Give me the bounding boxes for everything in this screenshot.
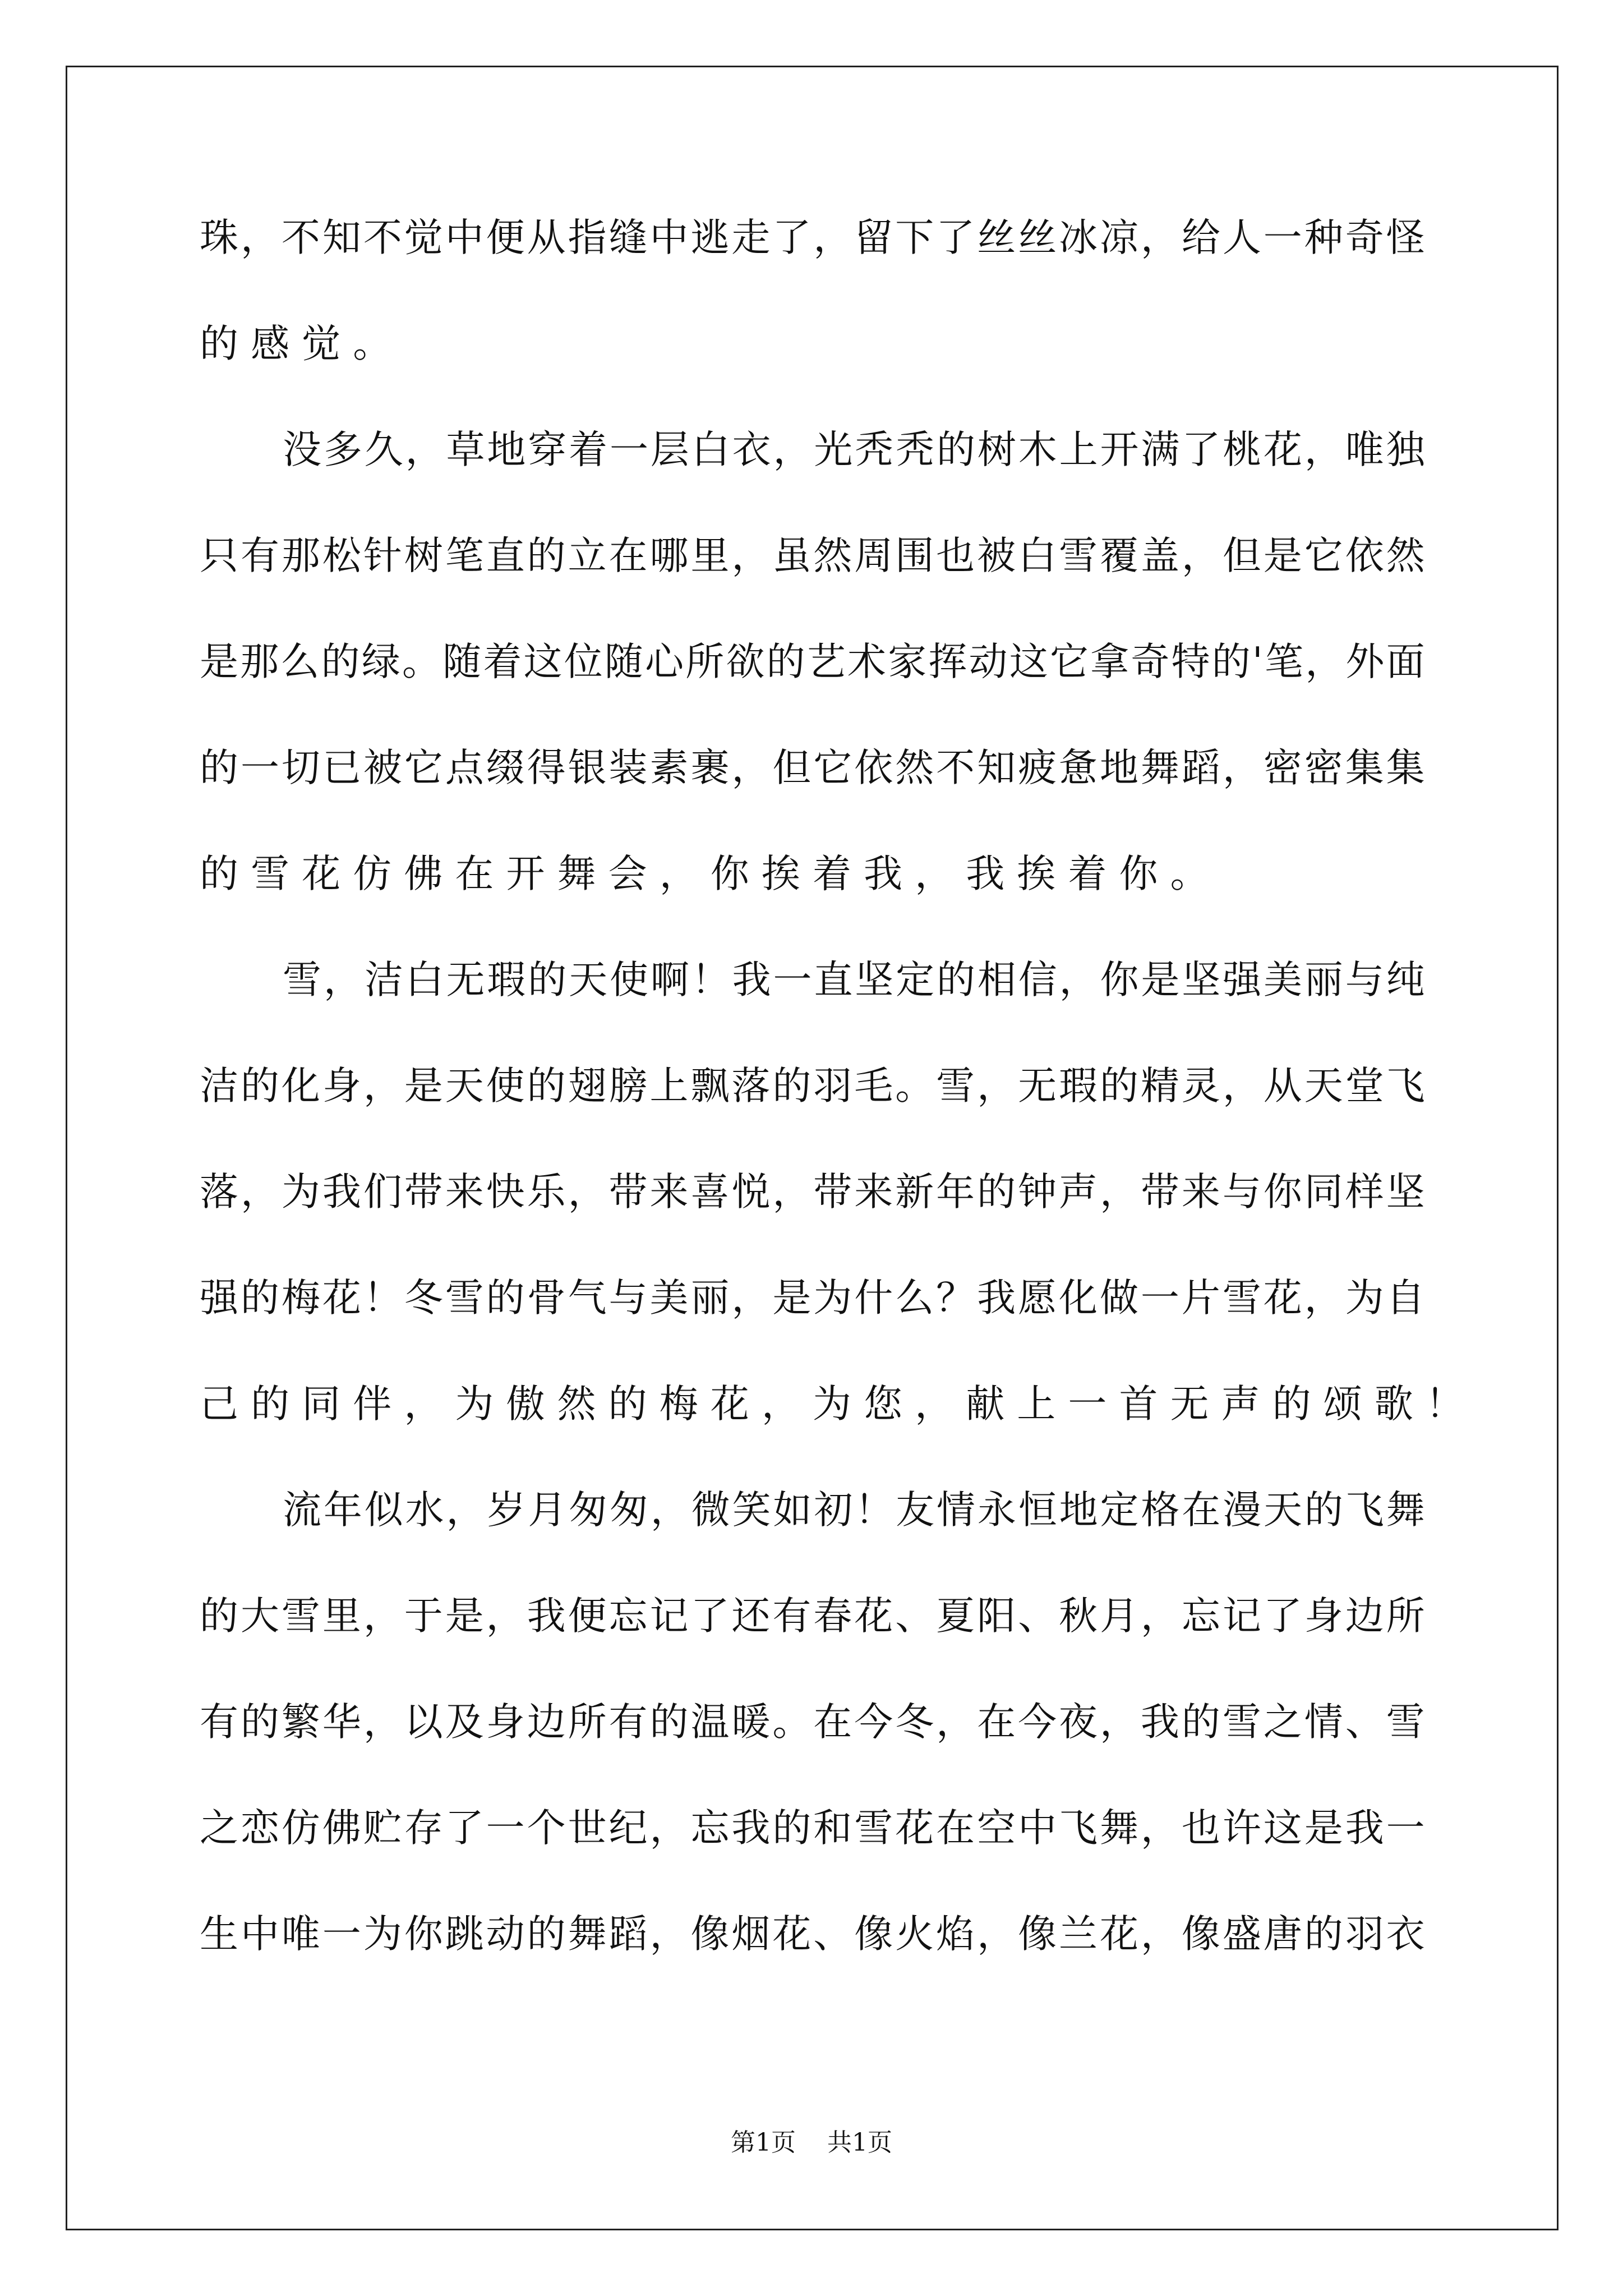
text-line: 流 年 似 水 ， 岁 月 匆 匆 ， 微 笑 如 初 ！ 友 情 永 恒 地 定 格 在 漫 天 的 飞 舞 — [283, 1488, 1425, 1533]
text-line: 强 的 梅 花 ！ 冬 雪 的 骨 气 与 美 丽 ， 是 为 什 么 ？ 我 愿 化 做 一 片 雪 花 ， 为 自 — [200, 1276, 1425, 1320]
document-body — [200, 215, 1477, 2021]
text-line: 生 中 唯 一 为 你 跳 动 的 舞 蹈 ， 像 烟 花 、 像 火 焰 ， 像 兰 花 ， 像 盛 唐 的 羽 衣 — [200, 1912, 1425, 1957]
text-line: 雪 ， 洁 白 无 瑕 的 天 使 啊 ！ 我 一 直 坚 定 的 相 信 ， 你 是 坚 强 美 丽 与 纯 — [283, 958, 1425, 1002]
text-line: 的雪花仿佛在开舞会，你挨着我，我挨着你。 — [200, 852, 1221, 896]
text-line: 洁 的 化 身 ， 是 天 使 的 翅 膀 上 飘 落 的 羽 毛 。 雪 ， 无 瑕 的 精 灵 ， 从 天 堂 飞 — [200, 1064, 1425, 1108]
text-line: 的 一 切 已 被 它 点 缀 得 银 装 素 裹 ， 但 它 依 然 不 知 疲 惫 地 舞 蹈 ， 密 密 集 集 — [200, 746, 1425, 790]
text-line: 没 多 久 ， 草 地 穿 着 一 层 白 衣 ， 光 秃 秃 的 树 木 上 开 满 了 桃 花 ， 唯 独 — [283, 427, 1425, 472]
text-line: 落 ， 为 我 们 带 来 快 乐 ， 带 来 喜 悦 ， 带 来 新 年 的 钟 声 ， 带 来 与 你 同 样 坚 — [200, 1170, 1425, 1214]
text-line: 有 的 繁 华 ， 以 及 身 边 所 有 的 温 暖 。 在 今 冬 ， 在 今 夜 ， 我 的 雪 之 情 、 雪 — [200, 1700, 1425, 1745]
text-line: 的 大 雪 里 ， 于 是 ， 我 便 忘 记 了 还 有 春 花 、 夏 阳 、 秋 月 ， 忘 记 了 身 边 所 — [200, 1594, 1425, 1639]
text-line: 只 有 那 松 针 树 笔 直 的 立 在 哪 里 ， 虽 然 周 围 也 被 白 雪 覆 盖 ， 但 是 它 依 然 — [200, 533, 1425, 578]
text-line: 珠 ， 不 知 不 觉 中 便 从 指 缝 中 逃 走 了 ， 留 下 了 丝 丝 冰 凉 ， 给 人 一 种 奇 怪 — [200, 215, 1425, 260]
page-total: 共1页 — [827, 2128, 892, 2157]
text-line: 己的同伴，为傲然的梅花，为您，献上一首无声的颂歌！ — [200, 1382, 1477, 1427]
text-line: 之 恋 仿 佛 贮 存 了 一 个 世 纪 ， 忘 我 的 和 雪 花 在 空 中 飞 舞 ， 也 许 这 是 我 一 — [200, 1806, 1425, 1851]
page-footer — [0, 2128, 1623, 2157]
text-line: 的感觉。 — [200, 321, 404, 366]
text-line: 是 那 么 的 绿 。 随 着 这 位 随 心 所 欲 的 艺 术 家 挥 动 这 它 拿 奇 特 的 ' 笔 ， 外 面 — [200, 639, 1425, 684]
page-number: 第1页 — [731, 2128, 796, 2157]
